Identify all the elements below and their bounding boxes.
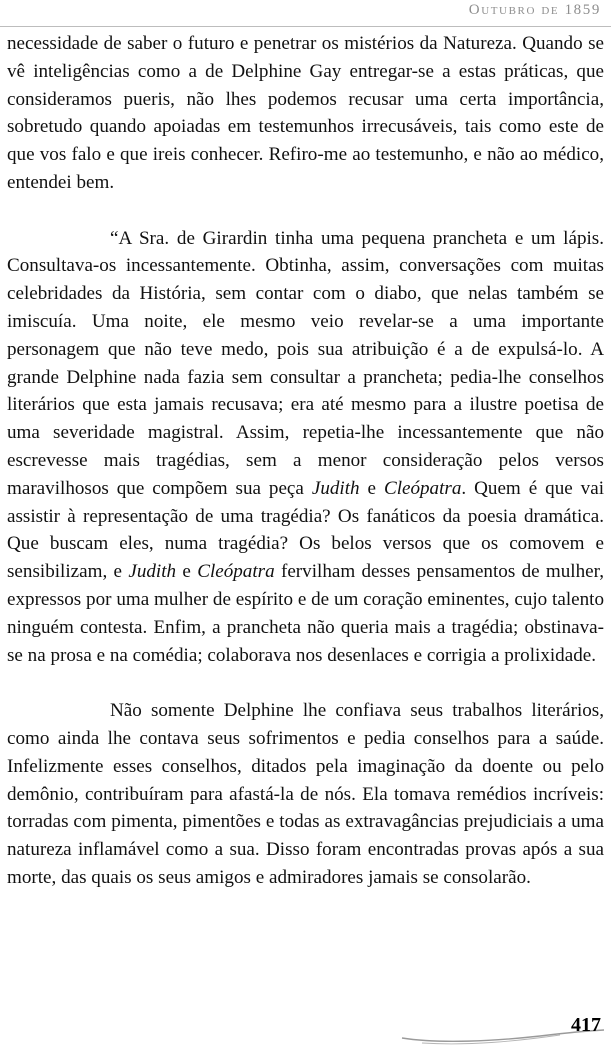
italic-title: Judith: [128, 561, 177, 583]
paragraph-health-advice: [7, 697, 604, 892]
page-number: 417: [571, 1014, 601, 1036]
text-run: necessidade de saber o futuro e penetrar os mistérios da Natureza. Quando se vê inteligências como a de Delphine Gay entregar-se a estas práticas, que consideramos pueris, não lhes podemos recusar uma certa importância, sobretudo quando apoiadas em testemunhos irrecusáveis, tais como este de que vos falo e que ireis conhecer. Refiro-me ao testemunho, e não ao médico, entendei bem.: [7, 33, 604, 193]
paragraph-continued: [7, 30, 604, 197]
text-run: “A Sra. de Girardin tinha uma pequena prancheta e um lápis. Consultava-os incessantemente. Obtinha, assim, conversações com muitas celebridades da História, sem contar com o diabo, que nelas também se imiscuía. Uma noite, ele mesmo veio revelar-se a uma importante personagem que não teve medo, pois sua atribuição é a de expulsá-lo. A grande Delphine nada fazia sem consultar a prancheta; pedia-lhe conselhos literários que esta jamais recusava; era até mesmo para a ilustre poetisa de uma severidade magistral. Assim, repetia-lhe incessantemente que não escrevesse mais tragédias, sem a menor consideração pelos versos maravilhosos que compõem sua peça: [7, 227, 604, 499]
page-body: [7, 30, 604, 892]
running-title: Outubro de 1859: [468, 2, 601, 18]
italic-title: Cleópatra: [197, 561, 275, 583]
italic-title: Judith: [311, 477, 360, 499]
page-footer: [0, 1010, 611, 1046]
text-run: e: [359, 477, 384, 499]
text-run: . Quem é que vai assistir à representação de uma tragédia? Os fanáticos da poesia dramática. Que buscam eles, numa tragédia? Os belos versos que os comovem e sensibilizam, e: [7, 477, 604, 583]
text-run: Não somente Delphine lhe confiava seus trabalhos literários, como ainda lhe contava seus sofrimentos e pedia conselhos para a saúde. Infelizmente esses conselhos, ditados pela imaginação da doente ou pelo demônio, contribuíram para afastá-la de nós. Ela tomava remédios incríveis: torradas com pimenta, pimentões e todas as extravagâncias prejudiciais a uma natureza inflamável como a sua. Disso foram encontradas provas após a sua morte, das quais os seus amigos e admiradores jamais se consolarão.: [7, 700, 604, 888]
italic-title: Cleópatra: [383, 477, 462, 499]
running-header: [0, 0, 611, 27]
text-run: e: [176, 561, 198, 583]
paragraph-quote-start: [7, 225, 604, 670]
text-run: fervilham desses pensamentos de mulher, expressos por uma mulher de espírito e de um coração eminentes, cujo talento ninguém contesta. Enfim, a prancheta não queria mais a tragédia; obstinava-se na prosa e na comédia; colaborava nos desenlaces e corrigia a prolixidade.: [7, 561, 605, 666]
